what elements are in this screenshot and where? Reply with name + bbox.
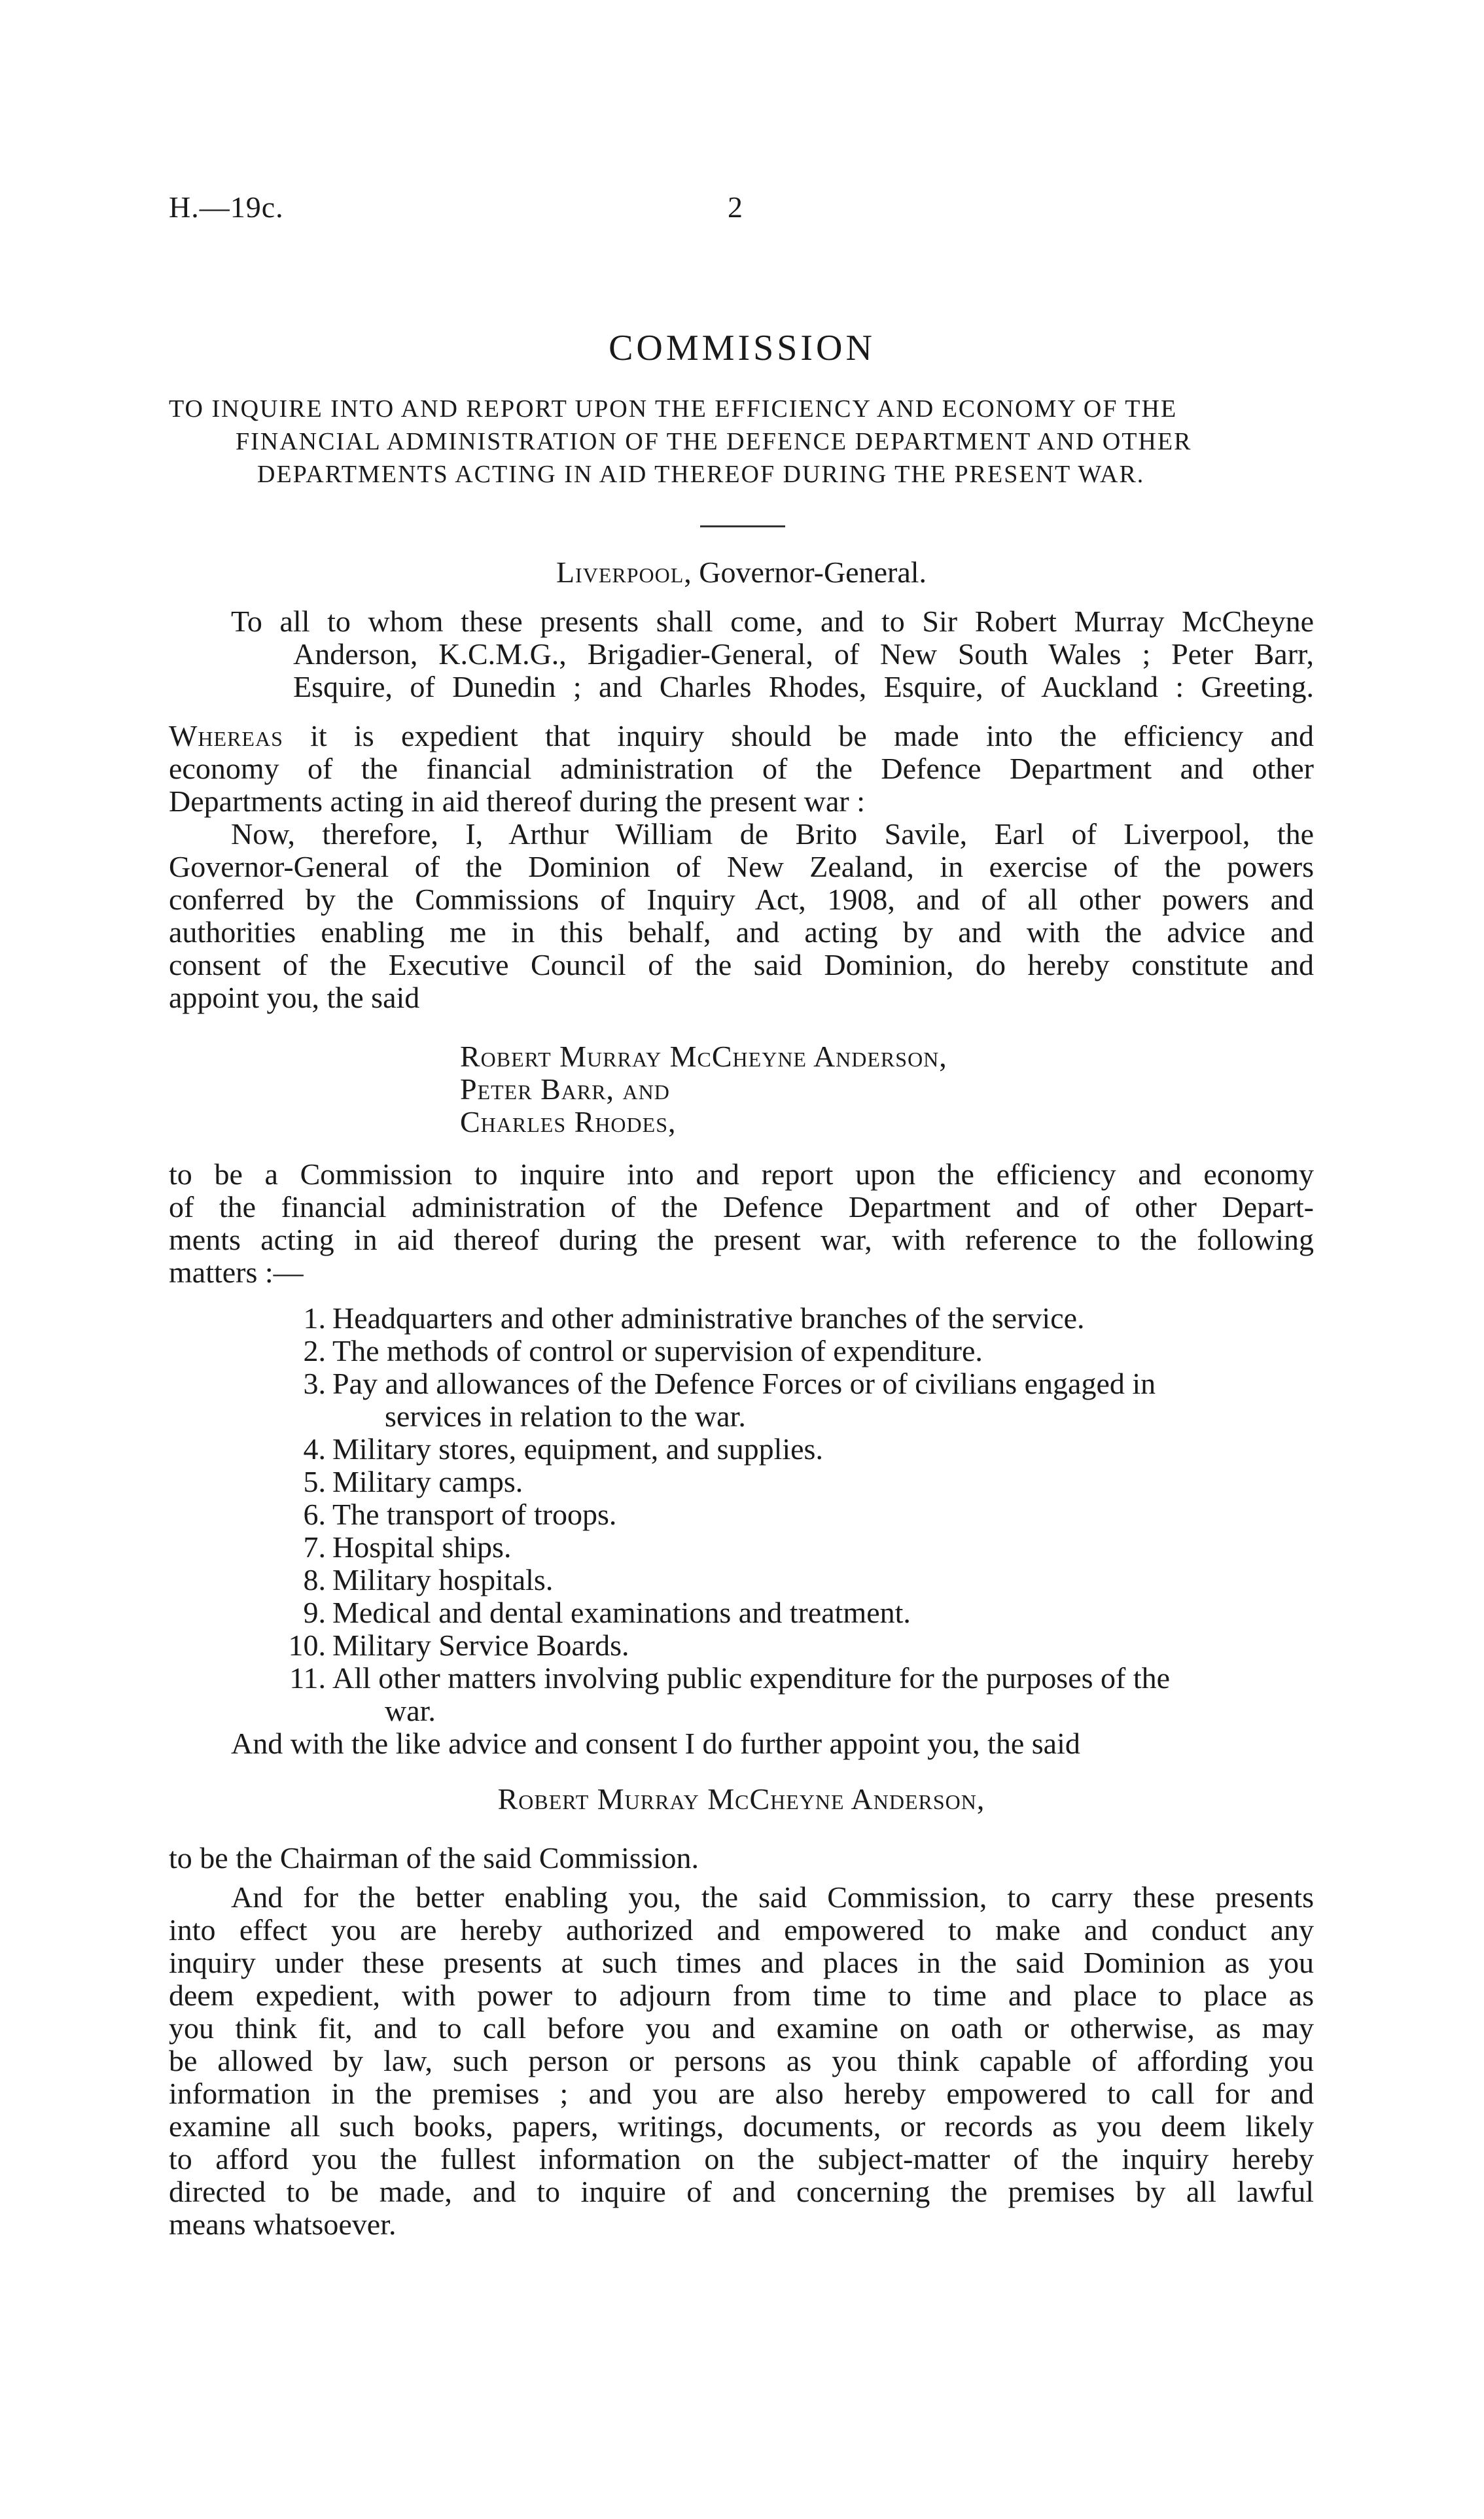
enabling-line: And for the better enabling you, the said Commission, to carry these presents <box>231 1880 1314 1914</box>
list-item-number: 6. <box>303 1498 326 1531</box>
list-item-number: 7. <box>303 1530 326 1564</box>
document-subtitle <box>169 393 1314 491</box>
subtitle-line: TO INQUIRE INTO AND REPORT UPON THE EFFICIENCY AND ECONOMY OF THE <box>169 395 1178 423</box>
enabling-line: directed to be made, and to inquire of and concerning the premises by all lawful <box>169 2175 1314 2208</box>
chairman-name-block <box>169 1783 1314 1816</box>
now-therefore-line: authorities enabling me in this behalf, and acting by and with the advice and <box>169 915 1314 949</box>
enabling-line: examine all such books, papers, writings, documents, or records as you deem likely <box>169 2109 1314 2143</box>
chairman-line: to be the Chairman of the said Commission. <box>169 1841 699 1875</box>
list-item-text: Military hospitals. <box>332 1563 554 1596</box>
enabling-line: to afford you the fullest information on the subject-matter of the inquiry hereby <box>169 2142 1314 2176</box>
list-item <box>169 1662 1314 1727</box>
list-item-number: 4. <box>303 1432 326 1466</box>
list-item-number: 2. <box>303 1334 326 1367</box>
commissioner-name: Peter Barr, and <box>460 1072 670 1106</box>
purpose-line: matters :— <box>169 1256 304 1289</box>
list-item <box>169 1367 1314 1433</box>
commissioner-name: Robert Murray McCheyne Anderson, <box>460 1040 947 1073</box>
whereas-line <box>169 720 1314 752</box>
page-number: 2 <box>728 190 743 224</box>
enabling-line: inquiry under these presents at such times and places in the said Dominion as you <box>169 1946 1314 1979</box>
enabling-line: you think fit, and to call before you and examine on oath or otherwise, as may <box>169 2011 1314 2045</box>
list-item-text: Headquarters and other administrative branches of the service. <box>332 1301 1085 1335</box>
chairman-name: Robert Murray McCheyne Anderson, <box>497 1782 985 1816</box>
list-item-number: 5. <box>303 1465 326 1498</box>
whereas-line: Departments acting in aid thereof during the present war : <box>169 784 866 818</box>
separator-rule <box>700 525 785 527</box>
list-item <box>169 1335 1314 1367</box>
list-item <box>169 1564 1314 1596</box>
whereas-lead: Whereas <box>169 719 283 752</box>
purpose-line: of the financial administration of the Defence Department and of other Depart- <box>169 1190 1314 1224</box>
list-item-continuation: services in relation to the war. <box>385 1400 746 1433</box>
chairman-line-block <box>169 1842 1314 1875</box>
list-item-text: Military camps. <box>332 1465 523 1498</box>
purpose-line: to be a Commission to inquire into and report upon the efficiency and economy <box>169 1157 1314 1191</box>
list-item-text: Hospital ships. <box>332 1530 512 1564</box>
list-item <box>169 1596 1314 1629</box>
list-item-number: 8. <box>303 1563 326 1596</box>
enabling-line: deem expedient, with power to adjourn from time to time and place to place as <box>169 1979 1314 2012</box>
list-item-number: 1. <box>303 1301 326 1335</box>
list-item <box>169 1531 1314 1564</box>
like-advice-text: And with the like advice and consent I do further appoint you, the said <box>231 1727 1080 1760</box>
now-therefore-line: conferred by the Commissions of Inquiry Act, 1908, and of all other powers and <box>169 883 1314 916</box>
whereas-text: it is expedient that inquiry should be made into the efficiency and <box>283 719 1314 752</box>
list-item-text: The methods of control or supervision of expenditure. <box>332 1334 983 1367</box>
subtitle-line: FINANCIAL ADMINISTRATION OF THE DEFENCE DEPARTMENT AND OTHER <box>236 428 1192 455</box>
now-therefore-line: Governor-General of the Dominion of New Zealand, in exercise of the powers <box>169 850 1314 883</box>
list-item-number: 11. <box>289 1661 326 1695</box>
purpose-paragraph <box>169 1158 1314 1289</box>
now-therefore-paragraph <box>169 818 1314 1014</box>
enabling-line: be allowed by law, such person or persons as you think capable of affording you <box>169 2044 1314 2077</box>
list-item-number: 3. <box>303 1367 326 1400</box>
document-reference: H.—19c. <box>169 190 284 224</box>
address-line: To all to whom these presents shall come, and to Sir Robert Murray McCheyne <box>231 605 1314 638</box>
list-item-text: Medical and dental examinations and treatment. <box>332 1596 911 1629</box>
matters-list <box>169 1302 1314 1727</box>
purpose-line: ments acting in aid thereof during the present war, with reference to the following <box>169 1223 1314 1256</box>
list-item-text: All other matters involving public expenditure for the purposes of the <box>332 1661 1171 1695</box>
list-item-number: 10. <box>288 1629 326 1662</box>
list-item-text: Military stores, equipment, and supplies. <box>332 1432 823 1466</box>
enabling-line: information in the premises ; and you are also hereby empowered to call for and <box>169 2077 1314 2110</box>
list-item <box>169 1466 1314 1498</box>
like-advice-line <box>169 1727 1314 1760</box>
commissioners-list <box>460 1040 947 1138</box>
enabling-line: means whatsoever. <box>169 2208 397 2241</box>
address-line: Anderson, K.C.M.G., Brigadier-General, of New South Wales ; Peter Barr, <box>293 637 1314 671</box>
list-item-text: Military Service Boards. <box>332 1629 629 1662</box>
signature-title: , Governor-General. <box>684 555 927 589</box>
now-therefore-line: appoint you, the said <box>169 981 420 1014</box>
address-paragraph <box>169 605 1314 703</box>
enabling-paragraph <box>169 1881 1314 2241</box>
governor-signature <box>169 556 1314 589</box>
list-item <box>169 1302 1314 1335</box>
commissioner-name: Charles Rhodes, <box>460 1105 677 1138</box>
whereas-paragraph <box>169 720 1314 818</box>
now-therefore-line: consent of the Executive Council of the said Dominion, do hereby constitute and <box>169 948 1314 981</box>
now-therefore-line: Now, therefore, I, Arthur William de Brito Savile, Earl of Liverpool, the <box>231 817 1314 851</box>
signature-name: Liverpool <box>556 555 684 589</box>
list-item-text: The transport of troops. <box>332 1498 617 1531</box>
enabling-line: into effect you are hereby authorized and empowered to make and conduct any <box>169 1913 1314 1946</box>
list-item <box>169 1629 1314 1662</box>
address-line: Esquire, of Dunedin ; and Charles Rhodes, Esquire, of Auckland : Greeting. <box>293 670 1314 703</box>
list-item <box>169 1433 1314 1466</box>
whereas-line: economy of the financial administration of the Defence Department and other <box>169 752 1314 785</box>
subtitle-line: DEPARTMENTS ACTING IN AID THEREOF DURING THE PRESENT WAR. <box>257 461 1145 488</box>
list-item-continuation: war. <box>385 1694 436 1727</box>
list-item <box>169 1498 1314 1531</box>
document-title: COMMISSION <box>609 328 875 368</box>
list-item-text: Pay and allowances of the Defence Forces or of civilians engaged in <box>332 1367 1156 1400</box>
list-item-number: 9. <box>303 1596 326 1629</box>
